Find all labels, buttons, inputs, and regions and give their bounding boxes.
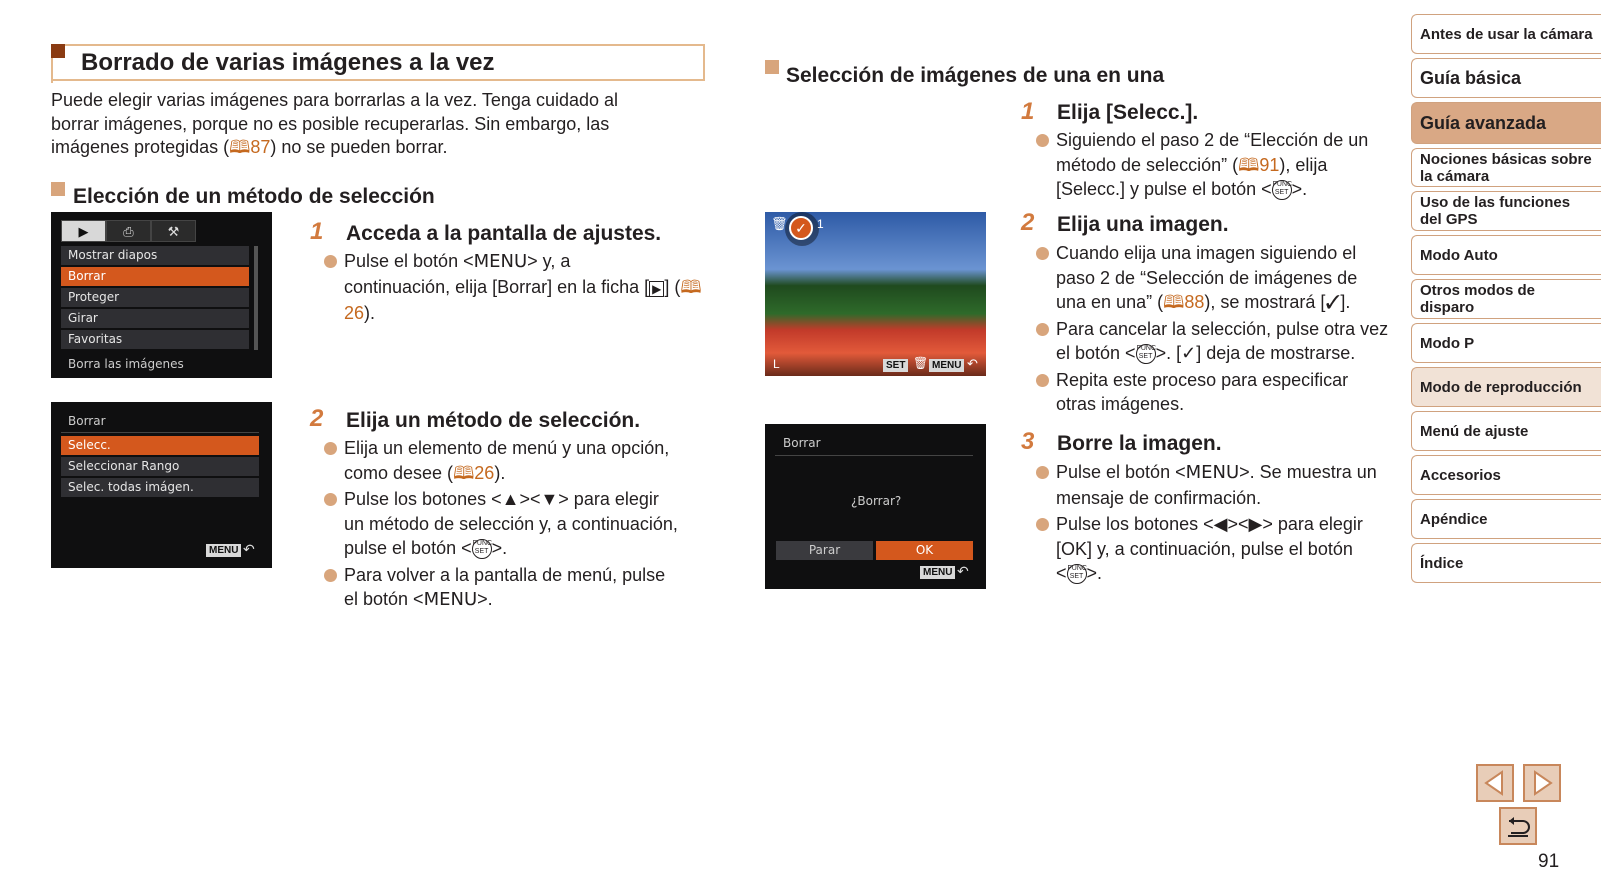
nav-tab-apendice[interactable]: Apéndice [1411, 499, 1601, 539]
menu-item: Girar [61, 309, 249, 328]
image-size: L [773, 357, 780, 371]
nav-tab-indice[interactable]: Índice [1411, 543, 1601, 583]
nav-tab-otros-modos[interactable]: Otros modos de disparo [1411, 279, 1601, 319]
return-button[interactable] [1499, 807, 1537, 845]
back-icon: ↶ [967, 356, 978, 371]
up-arrow-icon: ▲ [501, 489, 520, 509]
book-icon: 🕮 [680, 276, 702, 297]
step-title: Elija un método de selección. [346, 409, 641, 432]
step-title: Acceda a la pantalla de ajustes. [346, 222, 662, 245]
bullet-item: Siguiendo el paso 2 de “Elección de un método de selección” (🕮91), elija [Selecc.] y pulse el botón <FUNC SET >. [1034, 128, 1414, 202]
step-bullets [322, 249, 717, 328]
ok-option: OK [876, 541, 973, 560]
step-title: Elija [Selecc.]. [1057, 101, 1199, 124]
settings-tab-icon: ⚒ [151, 220, 196, 242]
bullet-item: Elija un elemento de menú y una opción, como desee (🕮26). [322, 436, 717, 485]
step-number: 3 [1021, 428, 1035, 455]
nav-tab-nociones[interactable]: Nociones básicas sobre la cámara [1411, 148, 1601, 187]
section-marker [51, 182, 65, 196]
check-icon: ✓ [789, 216, 813, 240]
menu-hint: Borra las imágenes [68, 357, 184, 371]
page-number: 91 [1538, 851, 1560, 872]
bullet-item: Pulse los botones <▲><▼> para elegir un método de selección y, a continuación, pulse el botón <FUNC SET >. [322, 487, 717, 561]
book-icon: 🕮 [229, 137, 251, 157]
image-count: 1 [817, 217, 824, 231]
nav-tab-reproduccion[interactable]: Modo de reproducción [1411, 367, 1601, 407]
screen-title: Borrar [68, 414, 106, 428]
camera-delete-screen [51, 402, 272, 568]
nav-tab-antes[interactable]: Antes de usar la cámara [1411, 14, 1601, 54]
menu-item: Favoritas [61, 330, 249, 349]
section-heading: Elección de un método de selección [73, 185, 435, 208]
step-bullets [1034, 128, 1414, 204]
bullet-item: Cuando elija una imagen siguiendo el paso 2 de “Selección de imágenes de una en una” (🕮88), se mostrará [✓]. [1034, 241, 1414, 315]
func-set-icon: FUNC SET [1272, 180, 1292, 200]
section-marker [765, 60, 779, 74]
nav-tab-modo-auto[interactable]: Modo Auto [1411, 235, 1601, 275]
func-set-icon: FUNC SET [1067, 564, 1087, 584]
nav-tab-guia-avanzada[interactable]: Guía avanzada [1411, 102, 1601, 144]
bullet-item: Pulse el botón <MENU> y, a continuación, elija [Borrar] en la ficha [ ▶ ] (🕮26). [322, 249, 717, 326]
menu-button-icon: MENU [920, 566, 955, 579]
cancel-option: Parar [776, 541, 873, 560]
step-number: 1 [1021, 98, 1035, 125]
back-icon: ↶ [957, 563, 969, 579]
menu-item: Mostrar diapos [61, 246, 249, 265]
menu-item: Seleccionar Rango [61, 457, 259, 476]
page-ref-link[interactable]: 91 [1259, 154, 1280, 175]
trash-icon: 🗑 [771, 216, 788, 231]
camera-menu-screen [51, 212, 272, 378]
section-title-box [51, 44, 705, 81]
bullet-item: Pulse los botones <◀><▶> para elegir [OK] y, a continuación, pulse el botón <FUNC SET >. [1034, 512, 1414, 586]
confirm-question: ¿Borrar? [851, 494, 902, 508]
playback-icon: ▶ [649, 281, 664, 297]
page-ref-link[interactable]: 26 [344, 303, 365, 323]
intro-text: Puede elegir varias imágenes para borrarlas a la vez. Tenga cuidado al borrar imágenes, porque no es posible recuperarlas. Sin embargo, las imágenes protegidas (🕮87) no se pueden borrar. [51, 90, 619, 157]
menu-item-selected: Selecc. [61, 436, 259, 455]
menu-item-selected: Borrar [61, 267, 249, 286]
left-arrow-icon: ◀ [1213, 514, 1228, 534]
nav-tab-guia-basica[interactable]: Guía básica [1411, 58, 1601, 98]
set-button-icon: SET [883, 359, 908, 372]
page-ref-link[interactable]: 87 [250, 137, 271, 157]
step-title: Elija una imagen. [1057, 213, 1229, 236]
nav-tab-menu-ajuste[interactable]: Menú de ajuste [1411, 411, 1601, 451]
book-icon: 🕮 [1238, 154, 1260, 175]
camera-confirm-screen [765, 424, 986, 589]
print-tab-icon: ⎙ [106, 220, 151, 242]
title-marker [51, 44, 65, 58]
menu-button-icon: MENU [206, 544, 241, 557]
menu-tabs [61, 220, 196, 242]
screen-title: Borrar [783, 436, 821, 450]
page-ref-link[interactable]: 88 [1184, 292, 1205, 312]
book-icon: 🕮 [1163, 292, 1185, 312]
step-bullets [1034, 460, 1414, 588]
step-number: 2 [310, 405, 324, 432]
section-heading: Selección de imágenes de una en una [786, 64, 1165, 87]
bullet-item: Para volver a la pantalla de menú, pulse el botón <MENU>. [322, 563, 717, 613]
right-arrow-icon: ▶ [1248, 514, 1263, 534]
nav-tab-gps[interactable]: Uso de las funciones del GPS [1411, 191, 1601, 231]
return-icon [1501, 809, 1535, 843]
down-arrow-icon: ▼ [540, 489, 559, 509]
page-title: Borrado de varias imágenes a la vez [81, 49, 495, 76]
book-icon: 🕮 [453, 462, 475, 483]
step-bullets [322, 436, 717, 615]
prev-arrow-icon [1478, 766, 1512, 800]
bullet-item: Repita este proceso para especificar otras imágenes. [1034, 368, 1414, 417]
step-title: Borre la imagen. [1057, 432, 1222, 455]
check-icon: ✓ [1325, 292, 1341, 312]
bullet-item: Para cancelar la selección, pulse otra vez el botón <FUNC SET >. [✓] deja de mostrarse. [1034, 317, 1414, 366]
trash-icon: 🗑 [913, 356, 929, 370]
func-set-icon: FUNC SET [1136, 344, 1156, 364]
nav-tab-modo-p[interactable]: Modo P [1411, 323, 1601, 363]
step-bullets [1034, 241, 1414, 419]
menu-button-icon: MENU [929, 359, 964, 372]
next-page-button[interactable] [1523, 764, 1561, 802]
menu-item: Proteger [61, 288, 249, 307]
scrollbar [254, 246, 258, 350]
next-arrow-icon [1525, 766, 1559, 800]
step-number: 1 [310, 218, 324, 245]
prev-page-button[interactable] [1476, 764, 1514, 802]
page-ref-link[interactable]: 26 [474, 462, 495, 483]
step-number: 2 [1021, 209, 1035, 236]
playback-tab-icon: ▶ [61, 220, 106, 242]
check-icon: ✓ [1181, 343, 1197, 363]
back-icon: ↶ [243, 541, 255, 557]
bullet-item: Pulse el botón <MENU>. Se muestra un mensaje de confirmación. [1034, 460, 1414, 510]
func-set-icon: FUNC SET [472, 539, 492, 559]
nav-tab-accesorios[interactable]: Accesorios [1411, 455, 1601, 495]
photo-preview [765, 212, 986, 376]
menu-item: Selec. todas imágen. [61, 478, 259, 497]
